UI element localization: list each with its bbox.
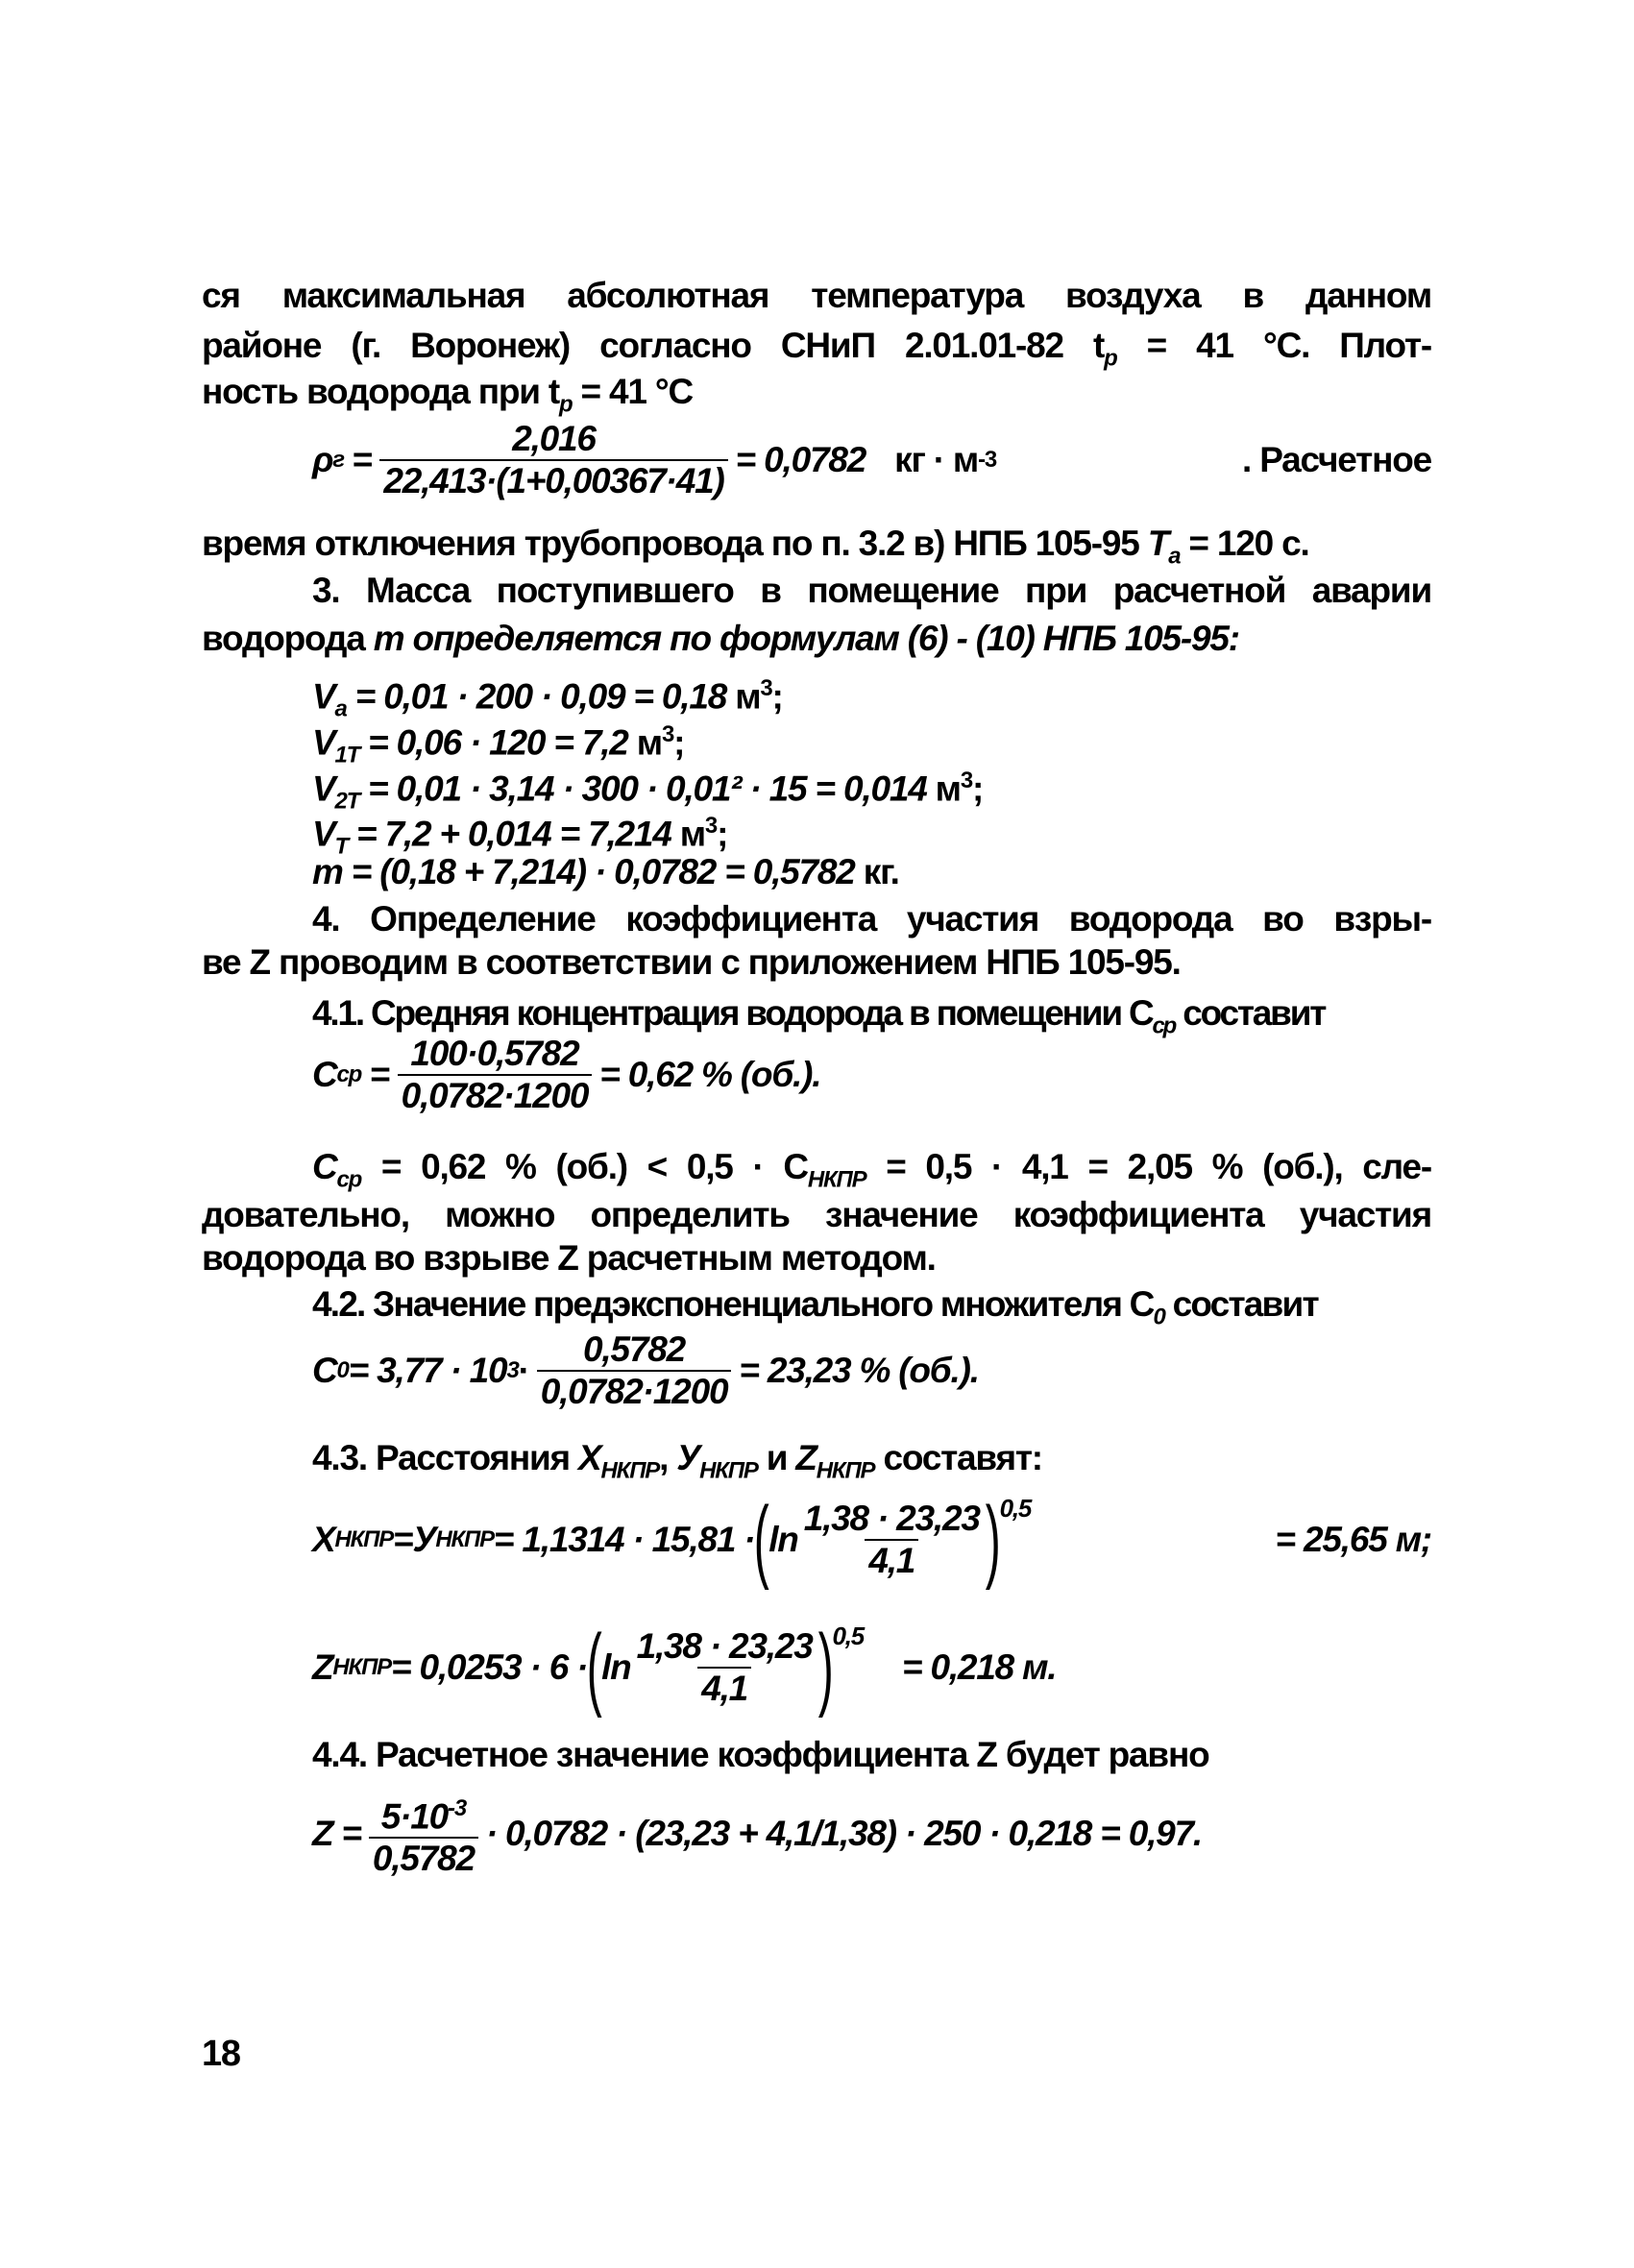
v: T	[1147, 524, 1169, 563]
eq: =	[393, 1520, 413, 1559]
s: НКПР	[699, 1457, 758, 1484]
page-number: 18	[202, 2034, 240, 2074]
item4-line: 4. Определение коэффициента участия водорода во взры-	[312, 899, 1431, 939]
p: 3	[704, 813, 718, 839]
t: ,	[659, 1438, 677, 1477]
item43-line	[312, 1437, 1042, 1492]
v: V	[312, 814, 335, 854]
s: НКПР	[600, 1457, 660, 1484]
v: V	[312, 722, 335, 763]
s: 0	[1153, 1304, 1165, 1330]
num: 0,5782	[583, 1329, 685, 1369]
ccp-formula	[312, 1034, 820, 1116]
p: 3	[960, 768, 972, 793]
t: районе (г. Воронеж) согласно СНиП 2.01.01-82 t	[202, 326, 1105, 365]
end: ;	[972, 768, 984, 809]
sub: НКПР	[334, 1526, 394, 1552]
v: V	[312, 676, 335, 717]
z-final-formula	[312, 1789, 1202, 1879]
end: ;	[673, 722, 685, 763]
fraction	[379, 419, 727, 501]
t: = 0,62 % (об.) < 0,5 · C	[361, 1147, 808, 1186]
t: = 41 °С	[572, 372, 693, 411]
fraction	[398, 1034, 593, 1116]
t: определяется по формулам (6) - (10) НПБ 105-95:	[403, 619, 1239, 658]
rho-lhs: ρ	[312, 440, 333, 479]
ccp-compare: водорода во взрыве Z расчетным методом.	[202, 1238, 936, 1278]
paren-right: )	[817, 1616, 833, 1719]
lhs: C	[312, 1055, 337, 1094]
e: = 0,01 · 3,14 · 300 · 0,01² · 15 = 0,014	[359, 768, 936, 809]
pre: = 1,1314 · 15,81 ·	[493, 1520, 755, 1559]
num: 1,38 · 23,23	[636, 1626, 813, 1666]
sup: -3	[978, 447, 997, 473]
e: = 7,2 + 0,014 = 7,214	[347, 814, 680, 854]
den: 0,0782·1200	[537, 1370, 732, 1412]
rho-sub: г	[332, 447, 344, 473]
num-base: 5·10	[380, 1796, 449, 1837]
s: p	[559, 391, 573, 418]
z-formula	[312, 1616, 1057, 1719]
fraction	[633, 1626, 817, 1709]
sub: ср	[336, 1061, 362, 1087]
s: 1T	[334, 742, 360, 768]
rest: · 0,0782 · (23,23 + 4,1/1,38) · 250 · 0,218 = 0,97.	[485, 1814, 1202, 1854]
end: ;	[717, 814, 728, 854]
y: У	[676, 1438, 700, 1477]
exp: 0,5	[999, 1494, 1032, 1523]
num: 2,016	[512, 419, 596, 458]
s: a	[1168, 543, 1181, 570]
fraction	[369, 1789, 478, 1879]
mass-line	[312, 851, 899, 893]
item4-line: ве Z проводим в соответствии с приложением НПБ 105-95.	[202, 942, 1181, 982]
s: НКПР	[807, 1166, 866, 1193]
t: составит	[1175, 993, 1326, 1033]
u: м	[636, 722, 662, 763]
lhs: C	[312, 1351, 337, 1390]
sub: НКПР	[332, 1654, 391, 1680]
s: ср	[336, 1166, 362, 1193]
exp: 0,5	[832, 1622, 864, 1650]
pre: = 0,0253 · 6 ·	[390, 1647, 588, 1687]
fraction	[537, 1329, 732, 1412]
lhs2: У	[412, 1520, 436, 1559]
num	[378, 1789, 470, 1837]
result: = 23,23 % (об.).	[739, 1351, 979, 1390]
eq: =	[343, 440, 373, 479]
u: м	[679, 814, 705, 854]
ln: ln	[601, 1647, 631, 1687]
sub: НКПР	[435, 1526, 494, 1552]
s: НКПР	[816, 1457, 875, 1484]
t: = 120 с.	[1180, 524, 1309, 563]
den: 4,1	[865, 1539, 918, 1581]
x-formula	[312, 1488, 1431, 1591]
s: ср	[1152, 1012, 1176, 1039]
num-sup: -3	[448, 1795, 466, 1821]
u: м	[735, 676, 761, 717]
num: 1,38 · 23,23	[803, 1499, 980, 1538]
para-line	[202, 371, 693, 426]
u: м	[935, 768, 961, 809]
u: кг.	[863, 852, 899, 891]
paren-left: (	[586, 1616, 602, 1719]
e: = 0,06 · 120 = 7,2	[359, 722, 637, 763]
e: m = (0,18 + 7,214) · 0,0782 = 0,5782	[312, 852, 864, 891]
result: = 0,218 м.	[901, 1647, 1057, 1687]
v: m	[373, 619, 404, 658]
lhs: X	[312, 1520, 335, 1559]
ln: ln	[768, 1520, 798, 1559]
s: 2T	[334, 788, 360, 815]
x: X	[578, 1438, 601, 1477]
t: 4.3. Расстояния	[312, 1438, 579, 1477]
t: составят:	[874, 1438, 1042, 1477]
result: = 25,65 м;	[1275, 1520, 1431, 1559]
units: кг · м	[894, 440, 979, 479]
lhs: Z =	[312, 1814, 361, 1854]
paren-left: (	[754, 1488, 769, 1591]
ccp-compare	[312, 1146, 1431, 1201]
t: 4.1. Средняя концентрация водорода в помещении C	[312, 993, 1153, 1033]
item3-line	[202, 618, 1239, 660]
s: T	[334, 833, 348, 860]
num: 100·0,5782	[410, 1034, 579, 1073]
item44-line: 4.4. Расчетное значение коэффициента Z будет равно	[312, 1735, 1209, 1774]
s: p	[1104, 345, 1117, 372]
den: 0,0782·1200	[398, 1074, 593, 1116]
dot: ·	[518, 1351, 529, 1390]
result: = 0,0782	[735, 440, 866, 479]
fraction	[800, 1499, 984, 1581]
den: 4,1	[697, 1667, 751, 1709]
t: водорода	[202, 619, 374, 658]
p: 3	[760, 675, 772, 701]
s: a	[334, 695, 347, 722]
e: = 0,01 · 200 · 0,09 = 0,18	[346, 676, 736, 717]
t: = 41 °С. Плот-	[1116, 326, 1431, 365]
sup: 3	[506, 1357, 519, 1383]
sub: 0	[336, 1357, 349, 1383]
v: V	[312, 768, 335, 809]
para-line: ся максимальная абсолютная температура воздуха в данном	[202, 276, 1431, 315]
t: составит	[1164, 1284, 1318, 1324]
eq: =	[361, 1055, 390, 1094]
end: ;	[771, 676, 783, 717]
after: . Расчетное	[1242, 440, 1431, 479]
t: время отключения трубопровода по п. 3.2 в) НПБ 105-95	[202, 524, 1148, 563]
result: = 0,62 % (об.).	[599, 1055, 821, 1094]
c0-formula	[312, 1329, 979, 1412]
item3-line: 3. Масса поступившего в помещение при расчетной аварии	[312, 571, 1431, 610]
den: 0,5782	[369, 1837, 478, 1879]
den: 22,413·(1+0,00367·41)	[379, 459, 727, 501]
t: ность водорода при t	[202, 372, 559, 411]
lhs: Z	[312, 1647, 333, 1687]
t: и	[757, 1438, 796, 1477]
t: = 0,5 · 4,1 = 2,05 % (об.), сле-	[866, 1147, 1431, 1186]
p: 3	[661, 721, 674, 747]
v: C	[312, 1147, 337, 1186]
paren-right: )	[985, 1488, 1000, 1591]
z: Z	[795, 1438, 817, 1477]
ccp-compare: довательно, можно определить значение коэффициента участия	[202, 1195, 1431, 1234]
rho-formula	[312, 419, 1431, 501]
t: 4.2. Значение предэкспоненциального множителя C	[312, 1284, 1154, 1324]
pre: = 3,77 · 10	[348, 1351, 507, 1390]
